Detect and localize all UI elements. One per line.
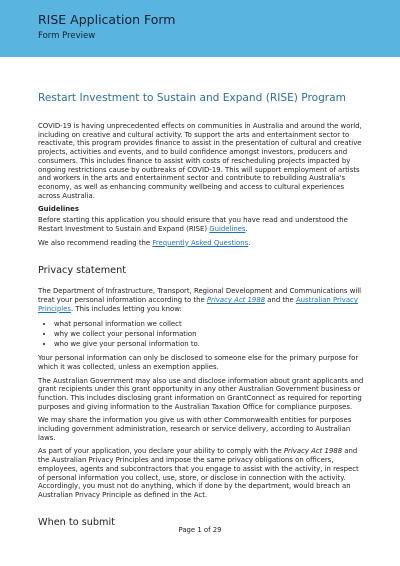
guidelines-link[interactable]: Guidelines	[209, 225, 246, 234]
faq-link[interactable]: Frequently Asked Questions	[152, 238, 249, 247]
intro-paragraph: COVID-19 is having unprecedented effects on communities in Australia and around the world, including on creative and cultural activity. To support the arts and entertainment sector to reactivate, this program provides finance to assist in the presentation of cultural and creative projects, activities and events, and to build confidence amongst investors, producers and consumers. This includes finance to assist with costs of rescheduling projects impacted by ongoing restrictions cause by outbreaks of COVID-19. This will support employment of artists and workers in the arts and entertainment sector and contribute to rebuilding Australia's economy, as well as enhancing community wellbeing and access to cultural experiences across Australia.	[38, 122, 362, 200]
privacy-principles-link[interactable]: Australian Privacy Principles	[38, 296, 358, 313]
privacy-p5-b: and the Australian Privacy Principles and impose the same privacy obligations on officers, employees, agents and subcontractors that you engage to assist with the activity, in respect of personal information you collect, use, store, or disclose in connection with the activity. Accordingly, you must not do anything, which if done by the department, would breach an Australian Privacy Principle as defined in the Act.	[38, 447, 359, 499]
list-item: • who we give your personal information to.	[54, 339, 364, 349]
privacy-bullet-list	[38, 319, 364, 350]
privacy-intro-a: The Department of Infrastructure, Transport, Regional Development and Communications will treat your personal information according to the	[38, 287, 362, 305]
list-item: • why we collect your personal information	[54, 329, 364, 339]
privacy-heading: Privacy statement	[38, 265, 127, 277]
privacy-act-link[interactable]	[207, 296, 265, 304]
form-title: RISE Application Form	[38, 12, 176, 27]
when-to-submit-heading: When to submit	[38, 516, 115, 528]
program-title: Restart Investment to Sustain and Expand (RISE) Program	[38, 92, 346, 104]
privacy-paragraph-2: Your personal information can only be disclosed to someone else for the primary purpose for which it was collected, unless an exemption applies.	[38, 354, 359, 371]
privacy-intro-c: . This includes letting you know:	[70, 304, 182, 313]
privacy-paragraph-5	[38, 447, 364, 499]
faq-text: We also recommend reading the	[38, 238, 153, 247]
privacy-intro	[38, 287, 364, 313]
form-subtitle: Form Preview	[38, 31, 96, 41]
header-banner	[0, 0, 400, 57]
guidelines-paragraph	[38, 216, 364, 233]
privacy-paragraph-4: We may share the information you give us with other Commonwealth entities for purposes including government administration, research or service delivery, according to Australian laws.	[38, 416, 352, 442]
faq-end: .	[248, 238, 251, 247]
guidelines-end: .	[245, 225, 248, 234]
list-item: • what personal information we collect	[54, 319, 364, 329]
privacy-act-link-text: Privacy Act 1988	[206, 296, 266, 305]
faq-paragraph	[38, 239, 364, 248]
guidelines-text: Before starting this application you should ensure that you have read and understood the Restart Investment to Sustain and Expand (RISE)	[38, 216, 348, 234]
privacy-p5-a: As part of your application, you declare your ability to comply with the	[38, 447, 284, 456]
document-body	[38, 92, 364, 528]
guidelines-heading: Guidelines	[38, 205, 79, 214]
privacy-paragraph-3: The Australian Government may also use and disclose information about grant applicants and grant recipients under this grant opportunity in any other Australian Government business or function. This includes disclosing grant information on GrantConnect as required for reporting purposes and giving information to the Australian Taxation Office for compliance purposes.	[38, 376, 364, 411]
privacy-intro-b: and the	[265, 296, 296, 305]
page-number: Page 1 of 29	[178, 526, 222, 534]
privacy-p5-italic: Privacy Act 1988	[283, 447, 343, 456]
